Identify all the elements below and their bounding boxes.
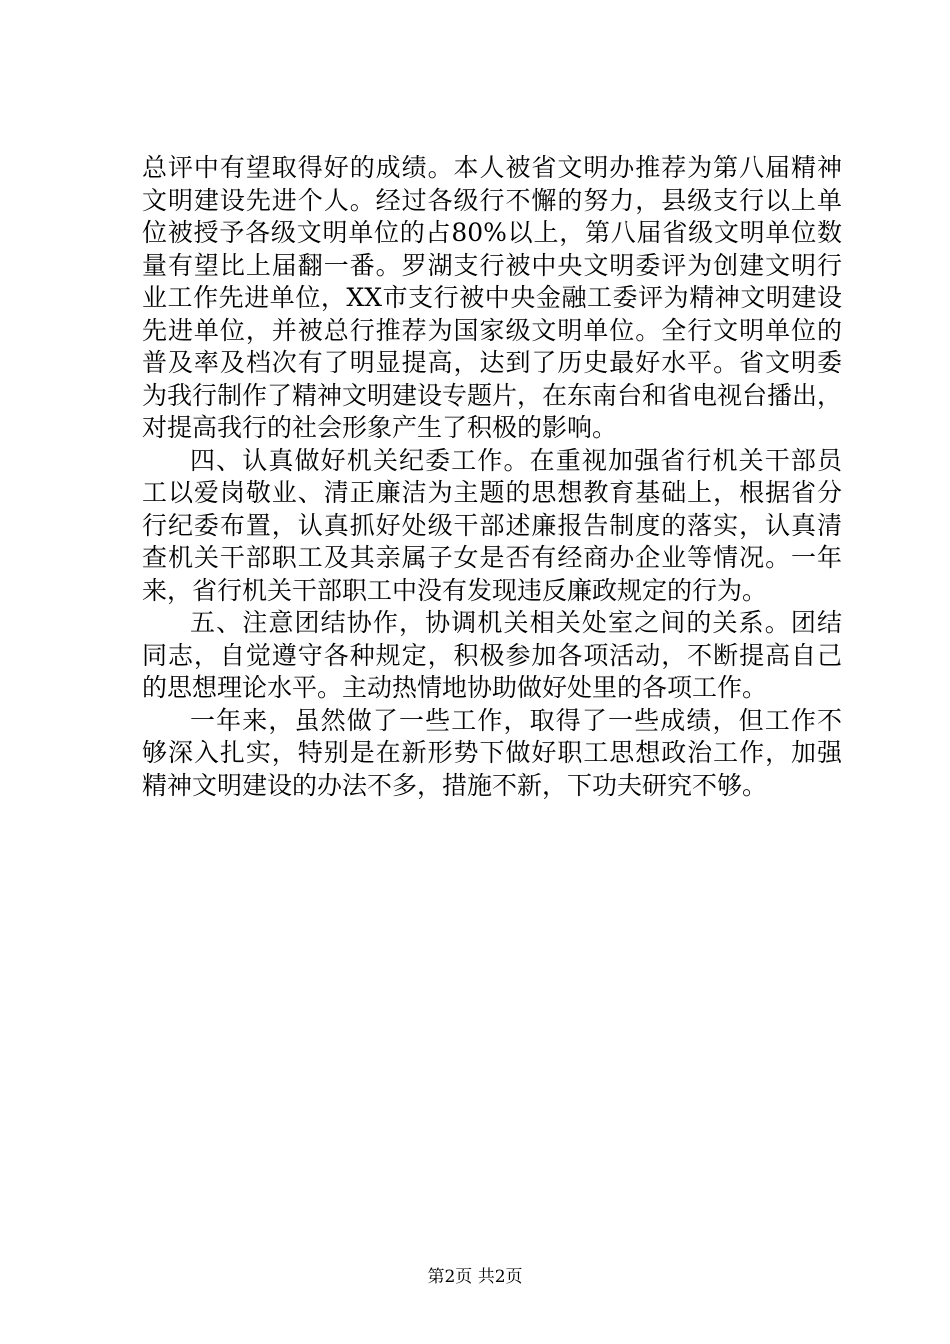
text-line: 一年来，虽然做了一些工作，取得了一些成绩，但工作不	[190, 705, 842, 735]
text-line: 同志，自觉遵守各种规定，积极参加各项活动，不断提高自己	[142, 640, 842, 670]
text-line: 量有望比上届翻一番。罗湖支行被中央文明委评为创建文明行	[142, 250, 842, 280]
text-line: 位被授予各级文明单位的占80%以上，第八届省级文明单位数	[142, 218, 842, 247]
text-line: 文明建设先进个人。经过各级行不懈的努力，县级支行以上单	[142, 185, 842, 215]
text-line: 行纪委布置，认真抓好处级干部述廉报告制度的落实，认真清	[142, 510, 842, 540]
document-body	[142, 152, 842, 802]
text-line: 工以爱岗敬业、清正廉洁为主题的思想教育基础上，根据省分	[142, 478, 842, 507]
text-line: 先进单位，并被总行推荐为国家级文明单位。全行文明单位的	[142, 315, 842, 345]
text-line: 来，省行机关干部职工中没有发现违反廉政规定的行为。	[142, 575, 768, 605]
text-line: 的思想理论水平。主动热情地协助做好处里的各项工作。	[142, 673, 768, 702]
text-line: 为我行制作了精神文明建设专题片，在东南台和省电视台播出，	[142, 380, 843, 410]
text-line: 五、注意团结协作，协调机关相关处室之间的关系。团结	[190, 608, 842, 637]
page-footer: 第2页 共2页	[427, 1267, 523, 1287]
text-line: 总评中有望取得好的成绩。本人被省文明办推荐为第八届精神	[142, 153, 842, 182]
text-line: 查机关干部职工及其亲属子女是否有经商办企业等情况。一年	[142, 543, 842, 572]
text-line: 精神文明建设的办法不多，措施不新，下功夫研究不够。	[142, 770, 768, 800]
text-line: 够深入扎实，特别是在新形势下做好职工思想政治工作，加强	[142, 738, 842, 767]
text-line: 业工作先进单位，XX市支行被中央金融工委评为精神文明建设	[142, 283, 842, 312]
text-line: 四、认真做好机关纪委工作。在重视加强省行机关干部员	[190, 445, 842, 475]
text-line: 普及率及档次有了明显提高，达到了历史最好水平。省文明委	[142, 348, 842, 377]
text-line: 对提高我行的社会形象产生了积极的影响。	[142, 413, 618, 442]
